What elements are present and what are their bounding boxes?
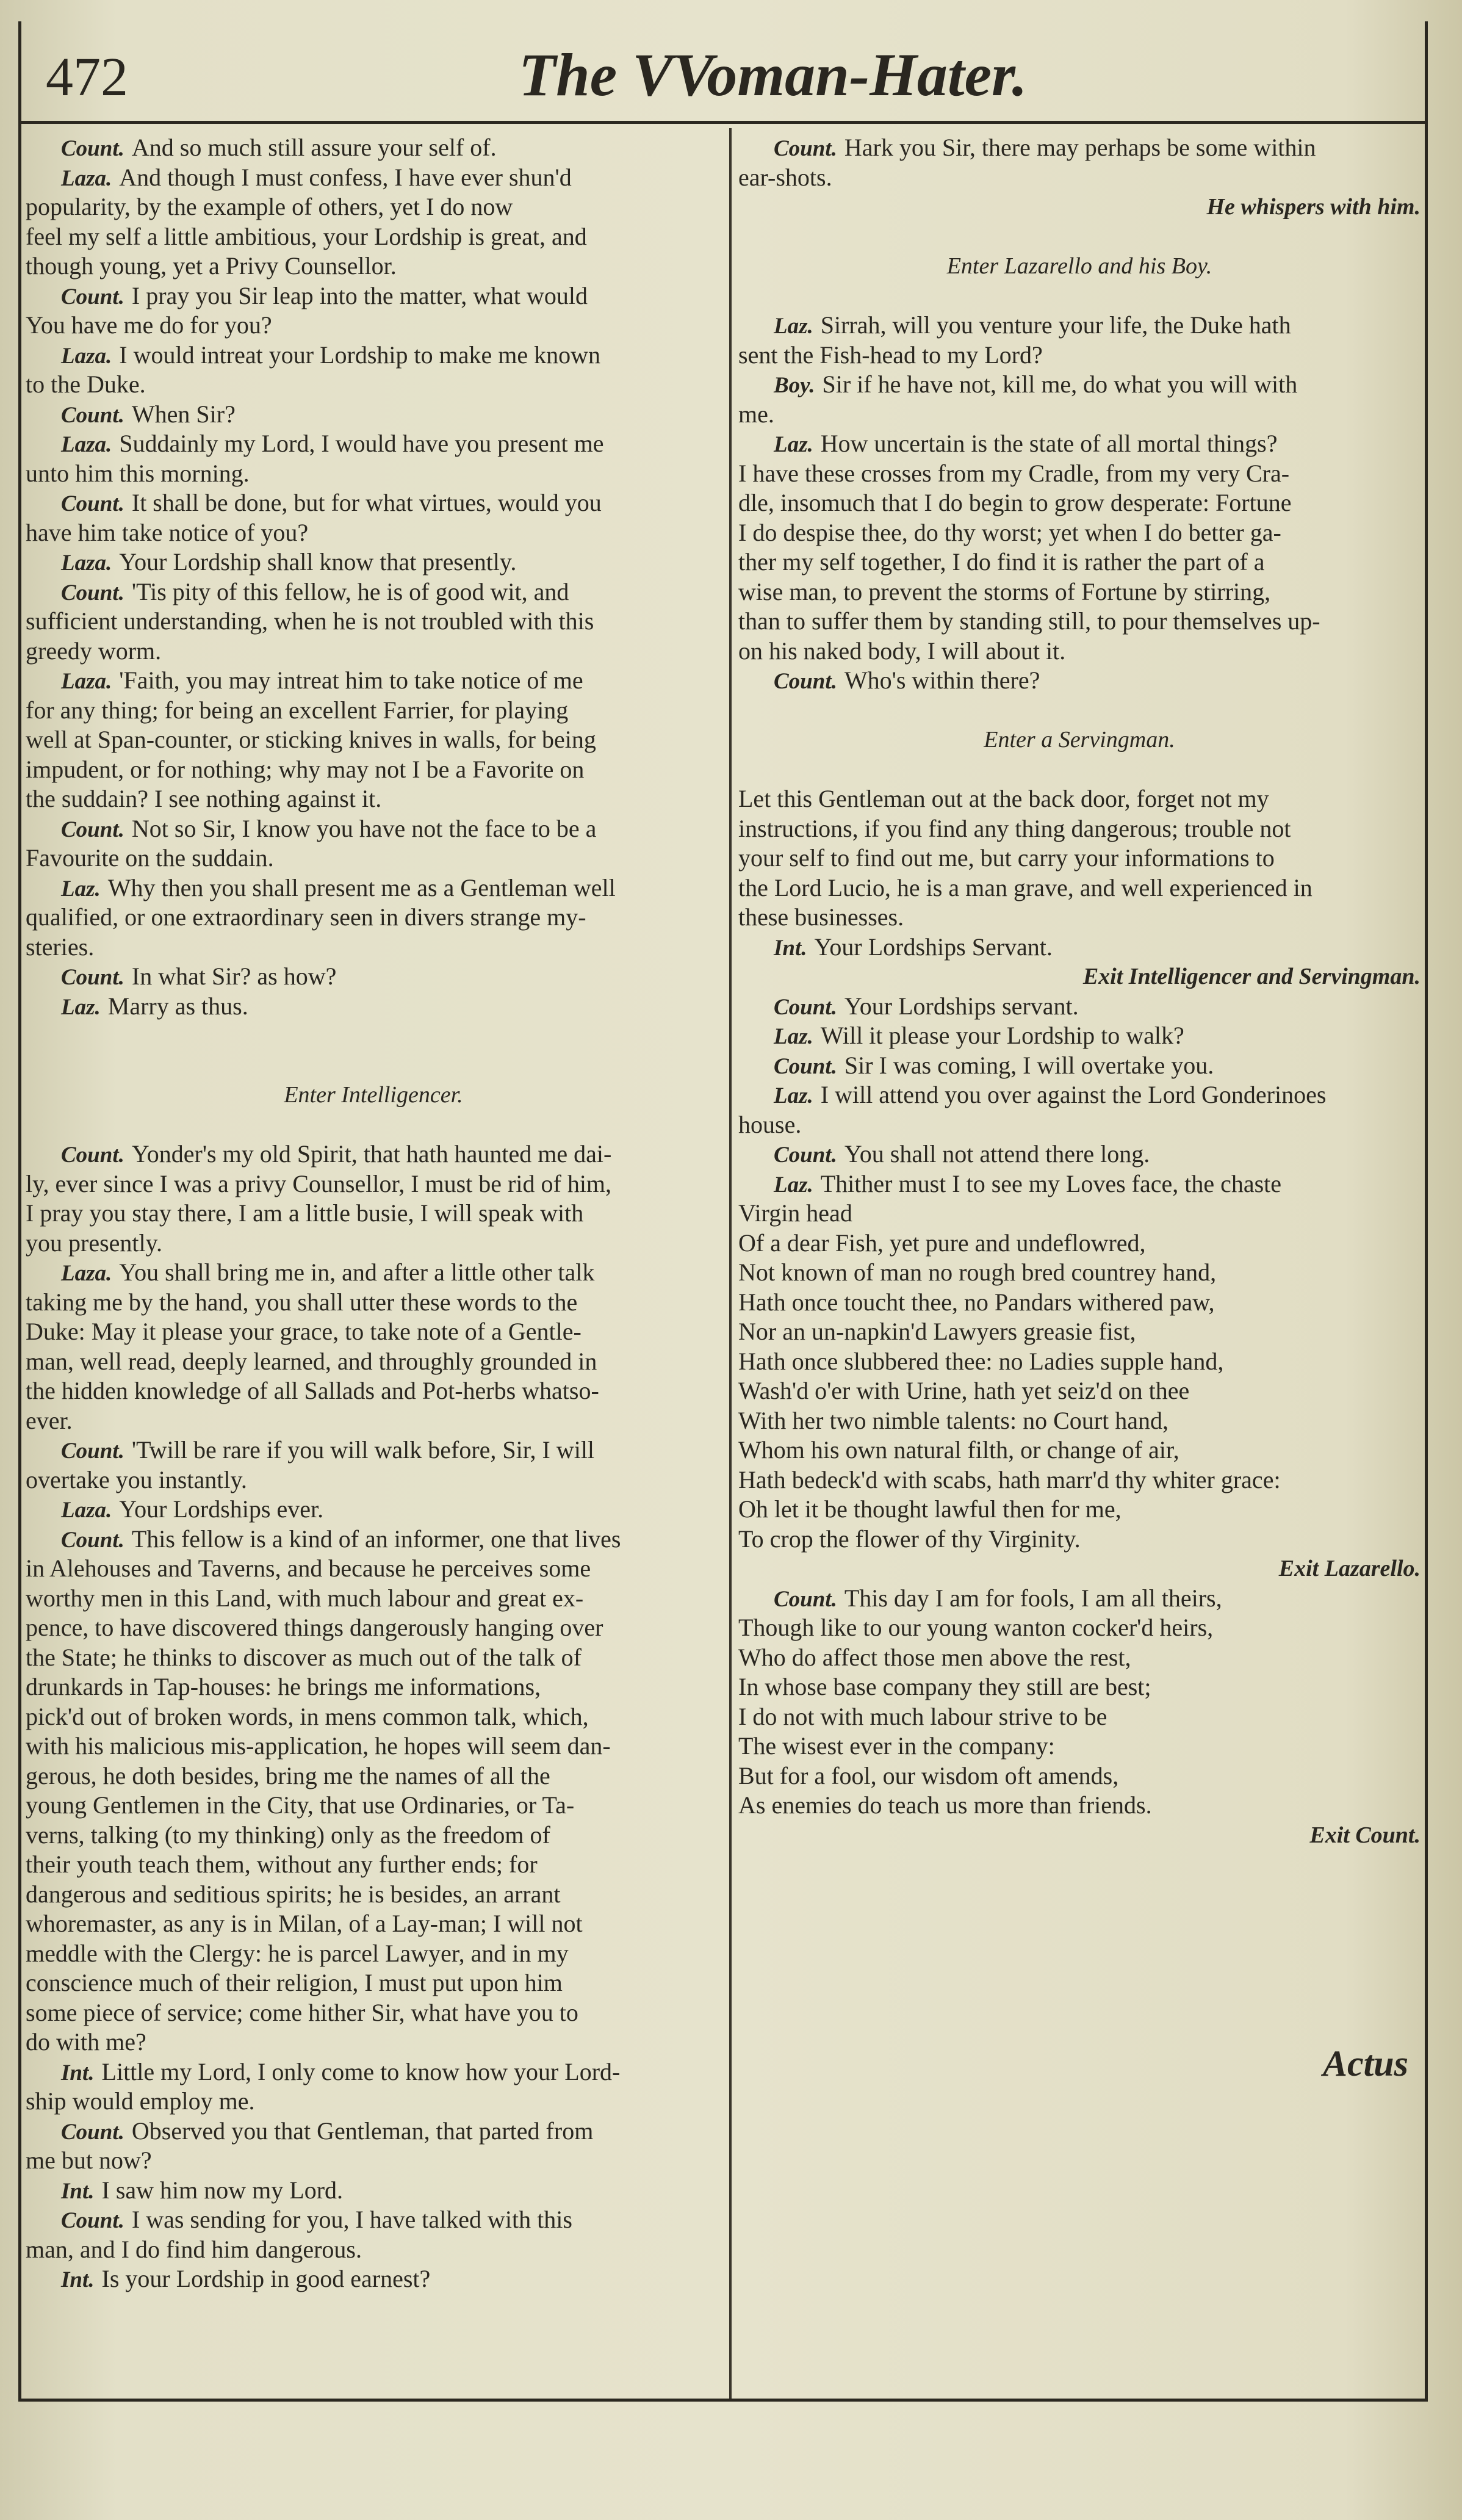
text-line: me. bbox=[738, 400, 774, 428]
speech-text: Your Lordships servant. bbox=[844, 992, 1079, 1020]
text-line: ear-shots. bbox=[738, 163, 832, 191]
text-line: you presently. bbox=[26, 1229, 163, 1257]
text-line: Hath bedeck'd with scabs, hath marr'd thy whiter grace: bbox=[738, 1465, 1281, 1493]
stage-direction-exit: Exit Intelligencer and Servingman. bbox=[1082, 964, 1421, 989]
text-line: their youth teach them, without any further ends; for bbox=[26, 1850, 538, 1878]
speaker-name: Laz. bbox=[774, 1083, 813, 1108]
speaker-name: Count. bbox=[61, 817, 124, 842]
blank-line bbox=[738, 222, 1421, 252]
speech-text: This fellow is a kind of an informer, one that lives bbox=[131, 1525, 621, 1553]
text-line: Let this Gentleman out at the back door, forget not my bbox=[738, 785, 1269, 812]
text-line: on his naked body, I will about it. bbox=[738, 637, 1066, 665]
frame-rule-left bbox=[18, 21, 21, 2402]
column-divider bbox=[729, 128, 732, 2399]
speaker-name: Laza. bbox=[61, 432, 112, 457]
speaker-name: Laz. bbox=[774, 1024, 813, 1049]
speech-line bbox=[738, 1080, 1421, 1110]
text-line: gerous, he doth besides, bring me the names of all the bbox=[26, 1761, 550, 1789]
speaker-name: Count. bbox=[774, 669, 837, 694]
text-line: Hath once slubbered thee: no Ladies supple hand, bbox=[738, 1347, 1224, 1375]
text-line: greedy worm. bbox=[26, 637, 162, 665]
frame-rule-bottom bbox=[18, 2399, 1428, 2402]
speaker-name: Laza. bbox=[61, 165, 112, 191]
speech-text: Your Lordships Servant. bbox=[814, 933, 1053, 961]
speaker-name: Count. bbox=[774, 994, 837, 1020]
speech-text: I saw him now my Lord. bbox=[101, 2176, 344, 2204]
text-line: me but now? bbox=[26, 2146, 152, 2174]
speaker-name: Laz. bbox=[774, 314, 813, 339]
speech-line bbox=[26, 873, 721, 903]
stage-direction: Enter Lazarello and his Boy. bbox=[946, 253, 1212, 279]
text-line: popularity, by the example of others, yet I do now bbox=[26, 193, 513, 220]
speech-line bbox=[26, 400, 721, 430]
text-line: though young, yet a Privy Counsellor. bbox=[26, 252, 397, 280]
speech-text: Sirrah, will you venture your life, the Duke hath bbox=[820, 311, 1291, 339]
speaker-name: Laza. bbox=[61, 1498, 112, 1523]
text-line: Favourite on the suddain. bbox=[26, 844, 274, 872]
speaker-name: Count. bbox=[61, 491, 124, 516]
speech-text: Observed you that Gentleman, that parted from bbox=[131, 2117, 594, 2145]
left-text-column bbox=[26, 133, 721, 2294]
text-line: Not known of man no rough bred countrey hand, bbox=[738, 1258, 1217, 1286]
text-line: Nor an un-napkin'd Lawyers greasie fist, bbox=[738, 1318, 1136, 1345]
speech-text: I will attend you over against the Lord Gonderinoes bbox=[820, 1081, 1327, 1108]
speech-text: I would intreat your Lordship to make me known bbox=[119, 341, 600, 369]
text-line: to the Duke. bbox=[26, 370, 146, 398]
text-line: Of a dear Fish, yet pure and undeflowred, bbox=[738, 1229, 1146, 1257]
speech-line bbox=[738, 429, 1421, 459]
speaker-name: Count. bbox=[61, 580, 124, 605]
speech-line bbox=[738, 992, 1421, 1022]
speech-line bbox=[26, 163, 721, 193]
text-line: man, well read, deeply learned, and throughly grounded in bbox=[26, 1347, 597, 1375]
text-line: the Lord Lucio, he is a man grave, and well experienced in bbox=[738, 873, 1313, 901]
speech-line bbox=[26, 2176, 721, 2206]
text-line: As enemies do teach us more than friends. bbox=[738, 1791, 1152, 1819]
speech-text: When Sir? bbox=[131, 400, 236, 428]
speech-line bbox=[26, 2205, 721, 2235]
speech-line bbox=[26, 2117, 721, 2146]
text-line: the suddain? I see nothing against it. bbox=[26, 785, 382, 812]
speaker-name: Count. bbox=[774, 1586, 837, 1612]
text-line: pick'd out of broken words, in mens common talk, which, bbox=[26, 1702, 589, 1730]
speech-line bbox=[26, 429, 721, 459]
speech-line bbox=[26, 992, 721, 1022]
speech-line bbox=[738, 133, 1421, 163]
blank-space bbox=[738, 1850, 1421, 2033]
speech-text: Why then you shall present me as a Gentleman well bbox=[107, 873, 616, 901]
page-number: 472 bbox=[46, 47, 128, 107]
speaker-name: Int. bbox=[61, 2178, 95, 2204]
text-line: ly, ever since I was a privy Counsellor, I must be rid of him, bbox=[26, 1169, 612, 1197]
speech-line bbox=[738, 311, 1421, 341]
text-line: Though like to our young wanton cocker'd heirs, bbox=[738, 1614, 1214, 1641]
speaker-name: Laz. bbox=[774, 432, 813, 457]
speech-text: Is your Lordship in good earnest? bbox=[101, 2265, 431, 2292]
speech-text: This day I am for fools, I am all theirs, bbox=[844, 1584, 1222, 1612]
text-line: dangerous and seditious spirits; he is besides, an arrant bbox=[26, 1880, 561, 1908]
text-line: I do despise thee, do thy worst; yet when I do better ga- bbox=[738, 518, 1281, 546]
speech-line bbox=[738, 1169, 1421, 1199]
speech-text: Marry as thus. bbox=[107, 992, 248, 1020]
speaker-name: Int. bbox=[61, 2267, 95, 2292]
speech-text: You shall not attend there long. bbox=[844, 1140, 1150, 1168]
speech-line bbox=[26, 2057, 721, 2087]
text-line: Hath once toucht thee, no Pandars withered paw, bbox=[738, 1288, 1215, 1316]
text-line: dle, insomuch that I do begin to grow desperate: Fortune bbox=[738, 489, 1292, 516]
text-line: To crop the flower of thy Virginity. bbox=[738, 1525, 1081, 1553]
speech-line bbox=[26, 2264, 721, 2294]
speech-line bbox=[738, 1139, 1421, 1169]
speech-text: I pray you Sir leap into the matter, what would bbox=[131, 281, 588, 309]
blank-line bbox=[26, 1110, 721, 1140]
speech-line bbox=[26, 1139, 721, 1169]
speech-text: How uncertain is the state of all mortal things? bbox=[820, 430, 1278, 457]
blank-line bbox=[738, 281, 1421, 311]
speaker-name: Count. bbox=[774, 1053, 837, 1079]
speech-line bbox=[738, 1021, 1421, 1051]
text-line: Virgin head bbox=[738, 1199, 852, 1227]
speech-line bbox=[738, 370, 1421, 400]
speech-line bbox=[26, 962, 721, 992]
speaker-name: Int. bbox=[774, 935, 807, 961]
speech-text: And so much still assure your self of. bbox=[131, 134, 497, 161]
speaker-name: Boy. bbox=[774, 373, 815, 398]
text-line: Who do affect those men above the rest, bbox=[738, 1643, 1131, 1671]
text-line: Oh let it be thought lawful then for me, bbox=[738, 1495, 1122, 1523]
speaker-name: Count. bbox=[774, 136, 837, 161]
text-line: meddle with the Clergy: he is parcel Lawyer, and in my bbox=[26, 1939, 569, 1967]
speaker-name: Laz. bbox=[61, 876, 101, 901]
text-line: with his malicious mis-application, he hopes will seem dan- bbox=[26, 1732, 611, 1760]
text-line: sufficient understanding, when he is not troubled with this bbox=[26, 607, 594, 635]
speaker-name: Count. bbox=[61, 965, 124, 990]
speech-text: And though I must confess, I have ever shun'd bbox=[119, 163, 572, 191]
text-line: qualified, or one extraordinary seen in divers strange my- bbox=[26, 903, 586, 931]
speaker-name: Laza. bbox=[61, 551, 112, 576]
stage-direction-exit: Exit Count. bbox=[1309, 1822, 1421, 1848]
speaker-name: Count. bbox=[61, 2119, 124, 2145]
text-line: worthy men in this Land, with much labour and great ex- bbox=[26, 1584, 584, 1612]
text-line: The wisest ever in the company: bbox=[738, 1732, 1055, 1760]
text-line: than to suffer them by standing still, to pour themselves up- bbox=[738, 607, 1320, 635]
speaker-name: Count. bbox=[61, 402, 124, 428]
speech-text: Not so Sir, I know you have not the face to be a bbox=[131, 814, 597, 842]
text-line: In whose base company they still are best; bbox=[738, 1673, 1151, 1700]
text-line: impudent, or for nothing; why may not I be a Favorite on bbox=[26, 755, 585, 783]
speech-text: In what Sir? as how? bbox=[131, 962, 337, 990]
stage-direction: Enter a Servingman. bbox=[984, 727, 1175, 753]
text-line: ther my self together, I do find it is rather the part of a bbox=[738, 548, 1265, 576]
speech-line bbox=[26, 1495, 721, 1525]
text-line: drunkards in Tap-houses: he brings me informations, bbox=[26, 1673, 541, 1700]
text-line: Whom his own natural filth, or change of air, bbox=[738, 1436, 1179, 1464]
text-line: verns, talking (to my thinking) only as the freedom of bbox=[26, 1821, 550, 1849]
speech-line bbox=[26, 1525, 721, 1554]
speech-line bbox=[26, 577, 721, 607]
catchword: Actus bbox=[1322, 2043, 1408, 2084]
text-line: I pray you stay there, I am a little busie, I will speak with bbox=[26, 1199, 584, 1227]
right-text-column bbox=[738, 133, 1421, 2094]
speech-text: Will it please your Lordship to walk? bbox=[820, 1022, 1184, 1049]
text-line: With her two nimble talents: no Court hand, bbox=[738, 1406, 1169, 1434]
text-line: instructions, if you find any thing dangerous; trouble not bbox=[738, 814, 1291, 842]
speech-text: 'Faith, you may intreat him to take notice of me bbox=[119, 666, 583, 694]
speech-line bbox=[26, 281, 721, 311]
speech-text: Thither must I to see my Loves face, the chaste bbox=[820, 1169, 1282, 1197]
frame-rule-right bbox=[1425, 21, 1428, 2402]
speaker-name: Count. bbox=[61, 1143, 124, 1168]
text-line: in Alehouses and Taverns, and because he perceives some bbox=[26, 1554, 591, 1582]
speech-text: 'Tis pity of this fellow, he is of good wit, and bbox=[131, 577, 569, 605]
stage-direction-exit: He whispers with him. bbox=[1206, 194, 1421, 220]
speaker-name: Int. bbox=[61, 2060, 95, 2085]
text-line: for any thing; for being an excellent Farrier, for playing bbox=[26, 696, 569, 724]
speaker-name: Count. bbox=[774, 1143, 837, 1168]
speech-text: Little my Lord, I only come to know how your Lord- bbox=[101, 2057, 621, 2085]
text-line: Duke: May it please your grace, to take note of a Gentle- bbox=[26, 1318, 582, 1345]
text-line: the hidden knowledge of all Sallads and Pot-herbs whatso- bbox=[26, 1377, 599, 1404]
text-line: I do not with much labour strive to be bbox=[738, 1702, 1107, 1730]
text-line: Wash'd o'er with Urine, hath yet seiz'd on thee bbox=[738, 1377, 1190, 1404]
speech-text: Hark you Sir, there may perhaps be some within bbox=[844, 134, 1316, 161]
text-line: But for a fool, our wisdom oft amends, bbox=[738, 1761, 1119, 1789]
text-line: your self to find out me, but carry your informations to bbox=[738, 844, 1275, 872]
speech-text: Your Lordships ever. bbox=[119, 1495, 324, 1523]
right-column-lines bbox=[738, 133, 1421, 1850]
text-line: feel my self a little ambitious, your Lordship is great, and bbox=[26, 222, 587, 250]
speech-line bbox=[738, 1051, 1421, 1081]
speaker-name: Laz. bbox=[774, 1172, 813, 1197]
text-line: house. bbox=[738, 1110, 802, 1138]
speaker-name: Count. bbox=[61, 1439, 124, 1464]
speech-text: Suddainly my Lord, I would have you present me bbox=[119, 430, 604, 457]
running-title: The VVoman-Hater. bbox=[519, 41, 1028, 109]
text-line: You have me do for you? bbox=[26, 311, 272, 339]
speech-line bbox=[26, 1435, 721, 1465]
speaker-name: Count. bbox=[61, 284, 124, 309]
text-line: taking me by the hand, you shall utter these words to the bbox=[26, 1288, 578, 1316]
speech-text: Who's within there? bbox=[844, 666, 1040, 694]
text-line: young Gentlemen in the City, that use Ordinaries, or Ta- bbox=[26, 1791, 575, 1819]
text-line: steries. bbox=[26, 933, 95, 961]
stage-direction-exit: Exit Lazarello. bbox=[1278, 1556, 1421, 1581]
text-line: unto him this morning. bbox=[26, 459, 250, 487]
text-line: these businesses. bbox=[738, 903, 904, 931]
text-line: well at Span-counter, or sticking knives in walls, for being bbox=[26, 726, 596, 753]
blank-line bbox=[738, 755, 1421, 785]
speech-text: Sir if he have not, kill me, do what you will with bbox=[822, 370, 1298, 398]
speech-line bbox=[26, 1258, 721, 1288]
text-line: pence, to have discovered things dangerously hanging over bbox=[26, 1614, 603, 1641]
text-line: have him take notice of you? bbox=[26, 518, 309, 546]
speech-line bbox=[738, 933, 1421, 962]
text-line: ship would employ me. bbox=[26, 2087, 255, 2115]
speech-text: 'Twill be rare if you will walk before, Sir, I will bbox=[131, 1436, 595, 1464]
text-line: do with me? bbox=[26, 2028, 146, 2056]
speech-text: You shall bring me in, and after a little other talk bbox=[119, 1258, 595, 1286]
text-line: I have these crosses from my Cradle, from my very Cra- bbox=[738, 459, 1290, 487]
speech-text: Your Lordship shall know that presently. bbox=[119, 548, 517, 576]
text-line: man, and I do find him dangerous. bbox=[26, 2235, 362, 2263]
speaker-name: Laza. bbox=[61, 343, 112, 369]
text-line: the State; he thinks to discover as much out of the talk of bbox=[26, 1643, 582, 1671]
blank-line bbox=[738, 696, 1421, 726]
speaker-name: Count. bbox=[61, 136, 124, 161]
speech-text: Yonder's my old Spirit, that hath haunted me dai- bbox=[131, 1140, 612, 1168]
speech-line bbox=[26, 547, 721, 577]
speech-line bbox=[26, 133, 721, 163]
speech-text: I was sending for you, I have talked with this bbox=[131, 2206, 572, 2233]
speech-text: It shall be done, but for what virtues, would you bbox=[131, 489, 602, 516]
speaker-name: Count. bbox=[61, 2208, 124, 2233]
speaker-name: Laz. bbox=[61, 994, 101, 1020]
text-line: overtake you instantly. bbox=[26, 1465, 247, 1493]
speech-text: Sir I was coming, I will overtake you. bbox=[844, 1051, 1214, 1079]
speech-line bbox=[26, 666, 721, 696]
speaker-name: Count. bbox=[61, 1527, 124, 1553]
text-line: some piece of service; come hither Sir, what have you to bbox=[26, 1998, 578, 2026]
speech-line bbox=[26, 814, 721, 844]
text-line: wise man, to prevent the storms of Fortune by stirring, bbox=[738, 577, 1271, 605]
speech-line bbox=[738, 1584, 1421, 1614]
text-line: sent the Fish-head to my Lord? bbox=[738, 341, 1043, 369]
speech-line bbox=[26, 488, 721, 518]
page-header bbox=[18, 34, 1422, 125]
speaker-name: Laza. bbox=[61, 669, 112, 694]
speech-line bbox=[26, 341, 721, 370]
speech-line bbox=[738, 666, 1421, 696]
stage-direction: Enter Intelligencer. bbox=[284, 1082, 463, 1108]
text-line: conscience much of their religion, I must put upon him bbox=[26, 1969, 563, 1996]
text-line: ever. bbox=[26, 1406, 73, 1434]
speaker-name: Laza. bbox=[61, 1261, 112, 1286]
text-line: whoremaster, as any is in Milan, of a Lay-man; I will not bbox=[26, 1910, 583, 1937]
blank-line bbox=[26, 1021, 721, 1080]
